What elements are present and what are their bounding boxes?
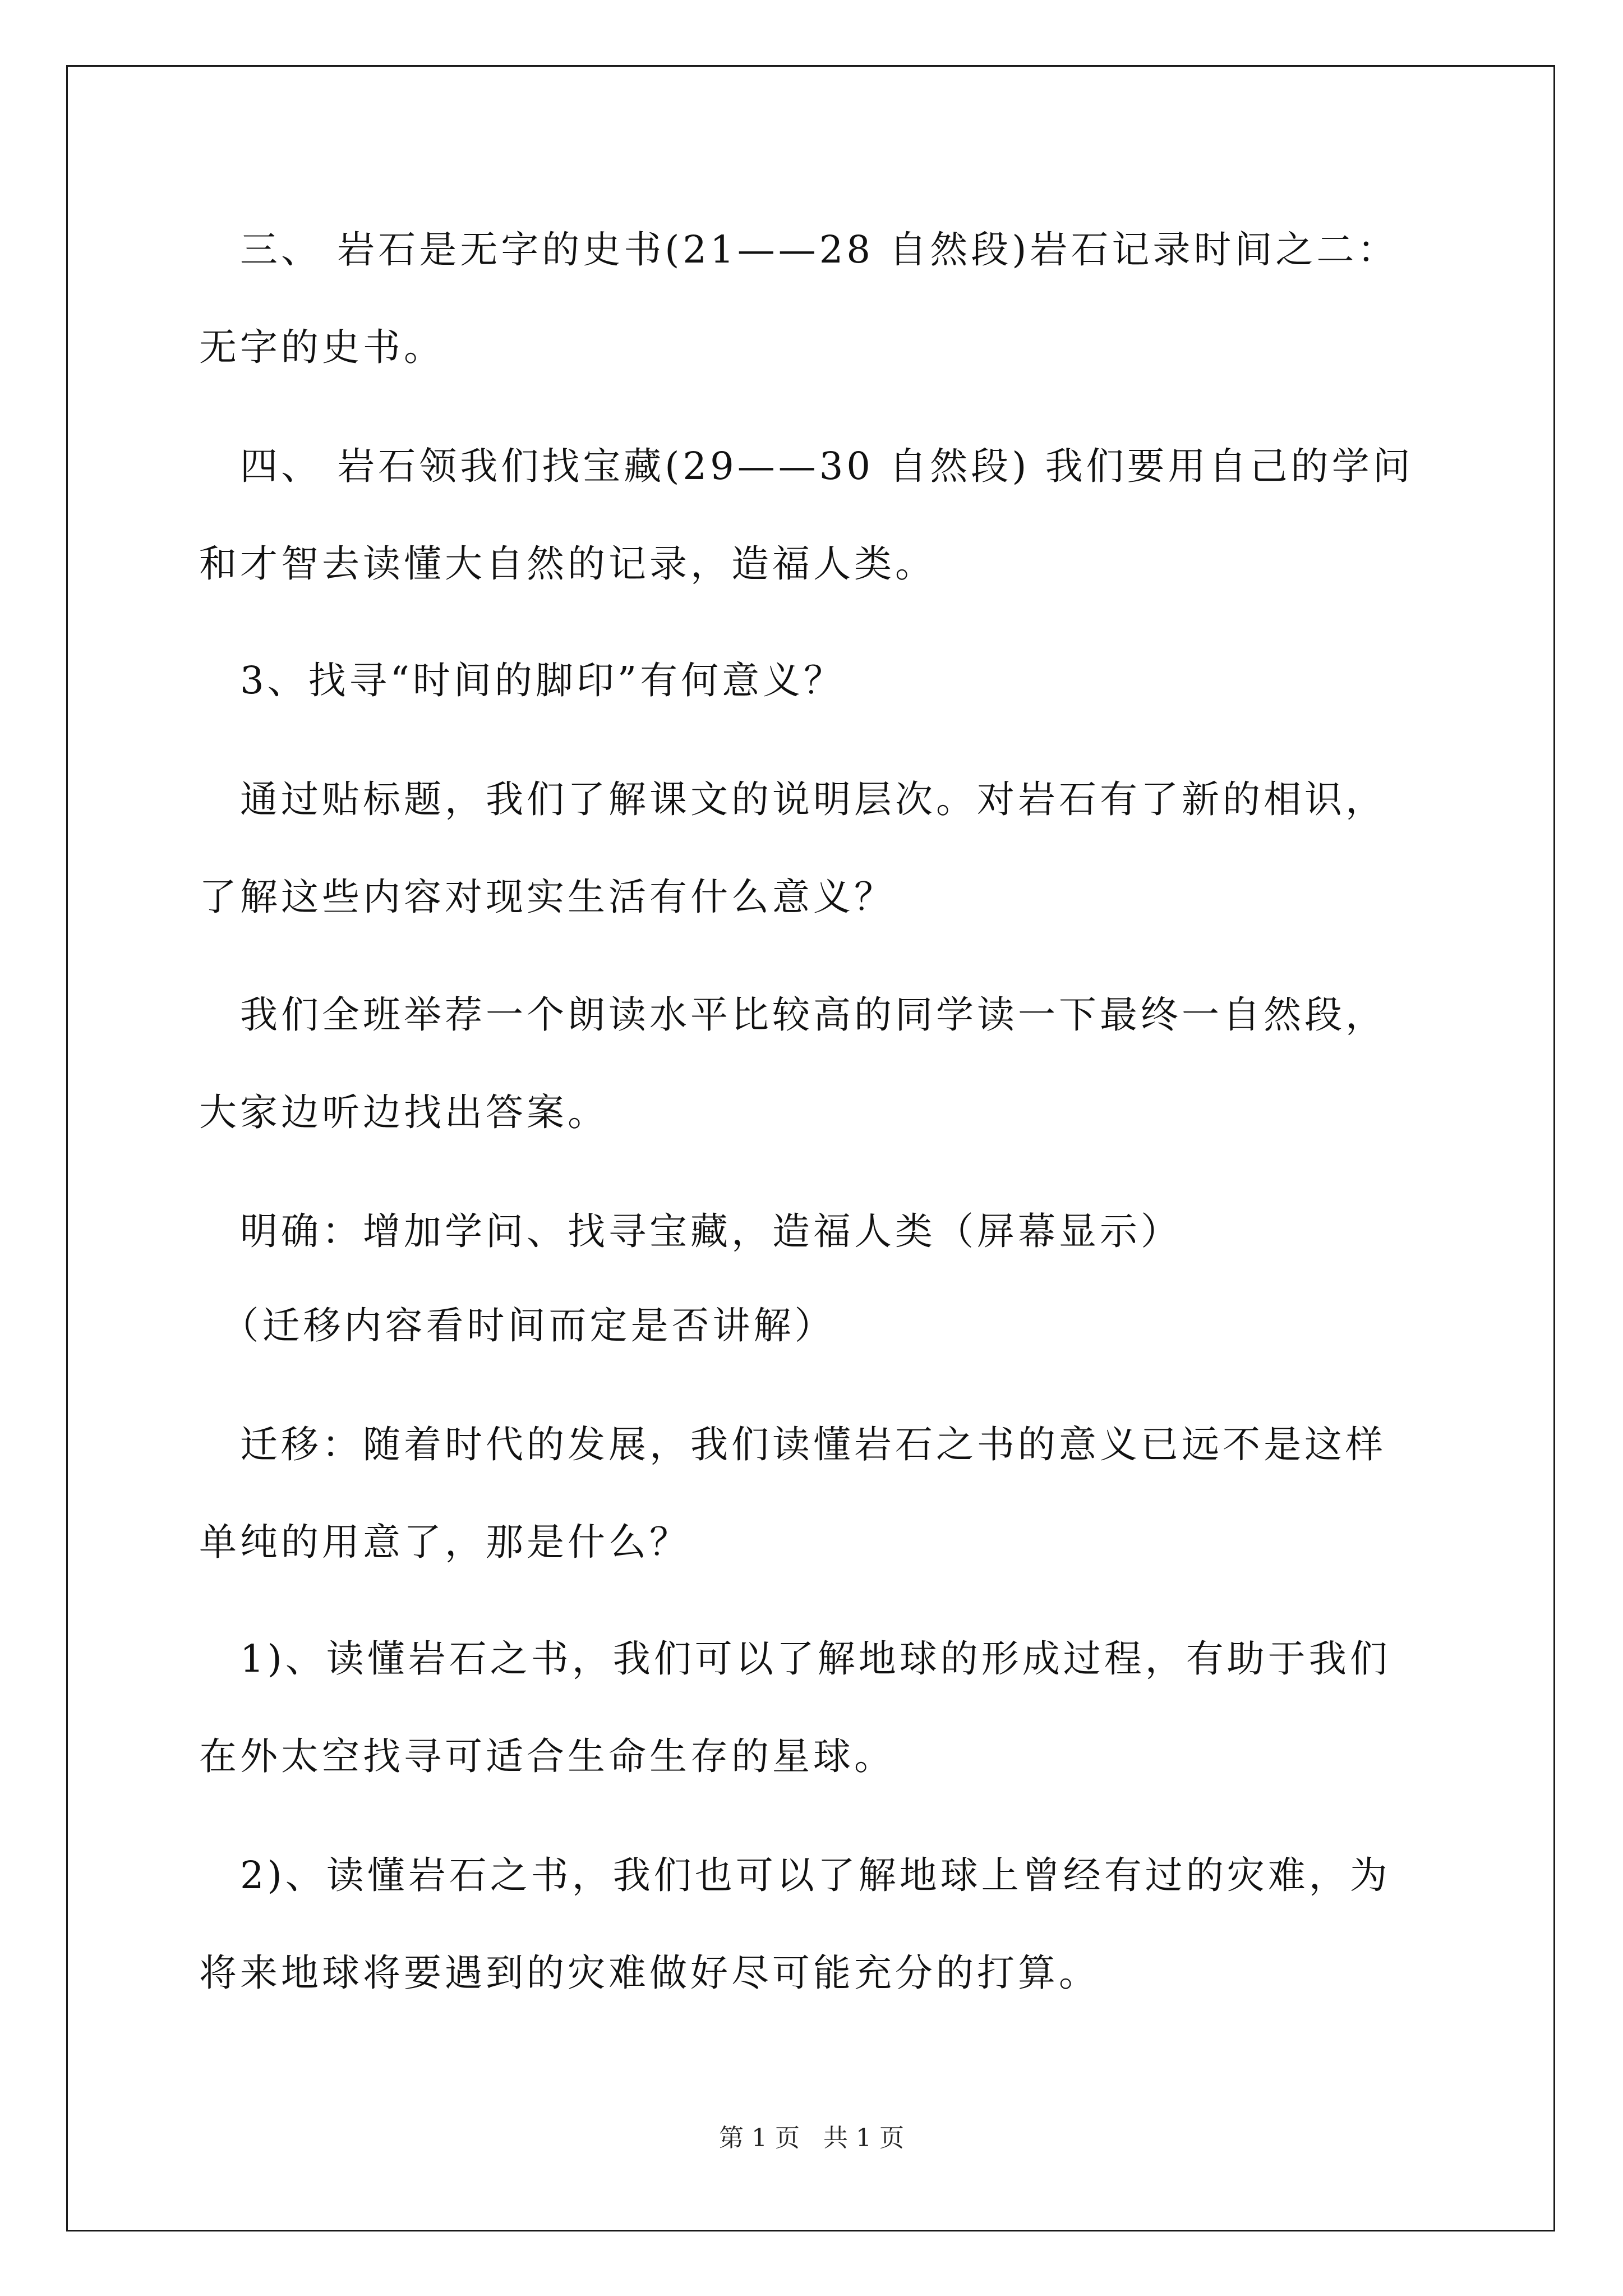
paragraph-line: 通过贴标题，我们了解课文的说明层次。对岩石有了新的相识， xyxy=(199,777,1386,821)
paragraph-line: 1)、读懂岩石之书，我们可以了解地球的形成过程，有助于我们 xyxy=(199,1637,1391,1681)
paragraph-line: 单纯的用意了，那是什么？ xyxy=(199,1520,690,1564)
page-footer xyxy=(0,2122,1623,2155)
paragraph-line: 明确：增加学问、找寻宝藏，造福人类（屏幕显示） xyxy=(199,1209,1182,1253)
paragraph-line: 我们全班举荐一个朗读水平比较高的同学读一下最终一自然段， xyxy=(199,993,1386,1037)
paragraph-line: 大家边听边找出答案。 xyxy=(199,1091,608,1134)
paragraph-line: 将来地球将要遇到的灾难做好尽可能充分的打算。 xyxy=(199,1951,1100,1995)
page-border xyxy=(66,65,1555,2231)
paragraph-line: 和才智去读懂大自然的记录，造福人类。 xyxy=(199,542,936,586)
page-number: 第 1 页 xyxy=(719,2124,800,2152)
paragraph-line: 迁移：随着时代的发展，我们读懂岩石之书的意义已远不是这样 xyxy=(199,1423,1386,1466)
page-total: 共 1 页 xyxy=(823,2124,904,2152)
paragraph-line: 了解这些内容对现实生活有什么意义？ xyxy=(199,875,895,919)
paragraph-line: 3、找寻“时间的脚印”有何意义？ xyxy=(199,659,845,702)
paragraph-line: 在外太空找寻可适合生命生存的星球。 xyxy=(199,1734,895,1778)
paragraph-line: 2)、读懂岩石之书，我们也可以了解地球上曾经有过的灾难，为 xyxy=(199,1853,1391,1897)
paragraph-line: 四、 岩石领我们找宝藏(29——30 自然段) 我们要用自己的学问 xyxy=(199,444,1414,488)
paragraph-line: 无字的史书。 xyxy=(199,325,445,369)
paragraph-line: 三、 岩石是无字的史书(21——28 自然段)岩石记录时间之二： xyxy=(199,228,1399,272)
paragraph-line: （迁移内容看时间而定是否讲解） xyxy=(199,1304,836,1347)
